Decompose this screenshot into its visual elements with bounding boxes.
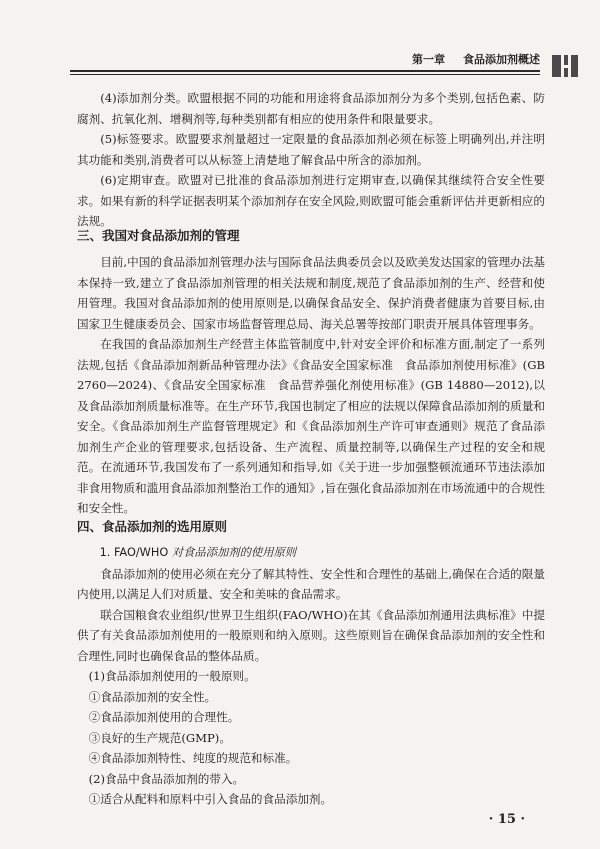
list-item: ①食品添加剂的安全性。 [88, 689, 217, 704]
sub-heading-1 [77, 543, 545, 564]
china-management-section [77, 252, 545, 519]
paragraph: (4)添加剂分类。欧盟根据不同的功能和用途将食品添加剂分为多个类别,包括色素、防腐剂、抗氧化剂、增稠剂等,每种类别都有相应的使用条件和限量要求。 [77, 91, 545, 126]
paragraph: 在我国的食品添加剂生产经营主体监管制度中,针对安全评价和标准方面,制定了一系列法规,包括《食品添加剂新品种管理办法》《食品安全国家标准 食品添加剂使用标准》(GB 2760—2024)、《食品安全国家标准 食品营养强化剂使用标准》(GB 14880—2012),以及食品添加剂质量标准等。在生产环节,我国也制定了相应的法规以保障食品添加剂的质量和安全。《食品添加剂生产监督管理规定》和《食品添加剂生产许可审查通则》规范了食品添加剂生产企业的管理要求,包括设备、生产流程、质量控制等,以确保生产过程的安全和规范。在流通环节,我国发布了一系列通知和指导,如《关于进一步加强整顿流通环节违法添加非食用物质和滥用食品添加剂整治工作的通知》,旨在强化食品添加剂在市场流通中的合规性和安全性。 [77, 337, 545, 515]
page-number: · 15 · [488, 812, 525, 827]
sub-heading-italic: 对食品添加剂的使用原则 [171, 546, 297, 559]
corner-mark-icon [552, 55, 578, 77]
chapter-label: 第一章 [412, 53, 445, 66]
list-item: ①适合从配料和原料中引入食品的食品添加剂。 [88, 792, 333, 806]
list-item: (2)食品中食品添加剂的带入。 [88, 771, 245, 786]
running-header [70, 50, 540, 68]
list-item: ③良好的生产规范(GMP)。 [88, 730, 231, 745]
section-heading-3: 三、我国对食品添加剂的管理 [77, 228, 240, 243]
paragraph: 食品添加剂的使用必须在充分了解其特性、安全性和合理性的基础上,确保在合适的限量内使用,以满足人们对质量、安全和美味的食品需求。 [77, 566, 545, 601]
paragraph: 联合国粮食农业组织/世界卫生组织(FAO/WHO)在其《食品添加剂通用法典标准》中提供了有关食品添加剂使用的一般原则和纳入原则。这些原则旨在确保食品添加剂的安全性和合理性,同时也确保食品的整体品质。 [77, 607, 545, 663]
header-rule-thin [70, 74, 540, 75]
paragraph: (6)定期审查。欧盟对已批准的食品添加剂进行定期审查,以确保其继续符合安全性要求。如果有新的科学证据表明某个添加剂存在安全风险,则欧盟可能会重新评估并更新相应的法规。 [77, 173, 545, 228]
sub-heading-prefix: 1. FAO/WHO [99, 546, 172, 559]
header-rule-thick [70, 70, 540, 72]
list-item: ④食品添加剂特性、纯度的规范和标准。 [88, 751, 298, 765]
list-item: ②食品添加剂使用的合理性。 [88, 710, 240, 724]
list-item: (1)食品添加剂使用的一般原则。 [88, 669, 256, 683]
eu-rules-continuation [77, 88, 545, 232]
paragraph: (5)标签要求。欧盟要求剂量超过一定限量的食品添加剂必须在标签上明确列出,并注明其功能和类别,消费者可以从标签上清楚地了解食品中所含的添加剂。 [77, 132, 545, 167]
selection-principles-section [77, 543, 545, 810]
chapter-title: 食品添加剂概述 [463, 53, 540, 66]
section-heading-4: 四、食品添加剂的选用原则 [77, 519, 228, 534]
paragraph: 目前,中国的食品添加剂管理办法与国际食品法典委员会以及欧美发达国家的管理办法基本保持一致,建立了食品添加剂管理的相关法规和制度,规范了食品添加剂的生产、经营和使用管理。我国对食品添加剂的使用原则是,以确保食品安全、保护消费者健康为首要目标,由国家卫生健康委员会、国家市场监督管理总局、海关总署等按部门职责开展具体管理事务。 [77, 255, 545, 331]
